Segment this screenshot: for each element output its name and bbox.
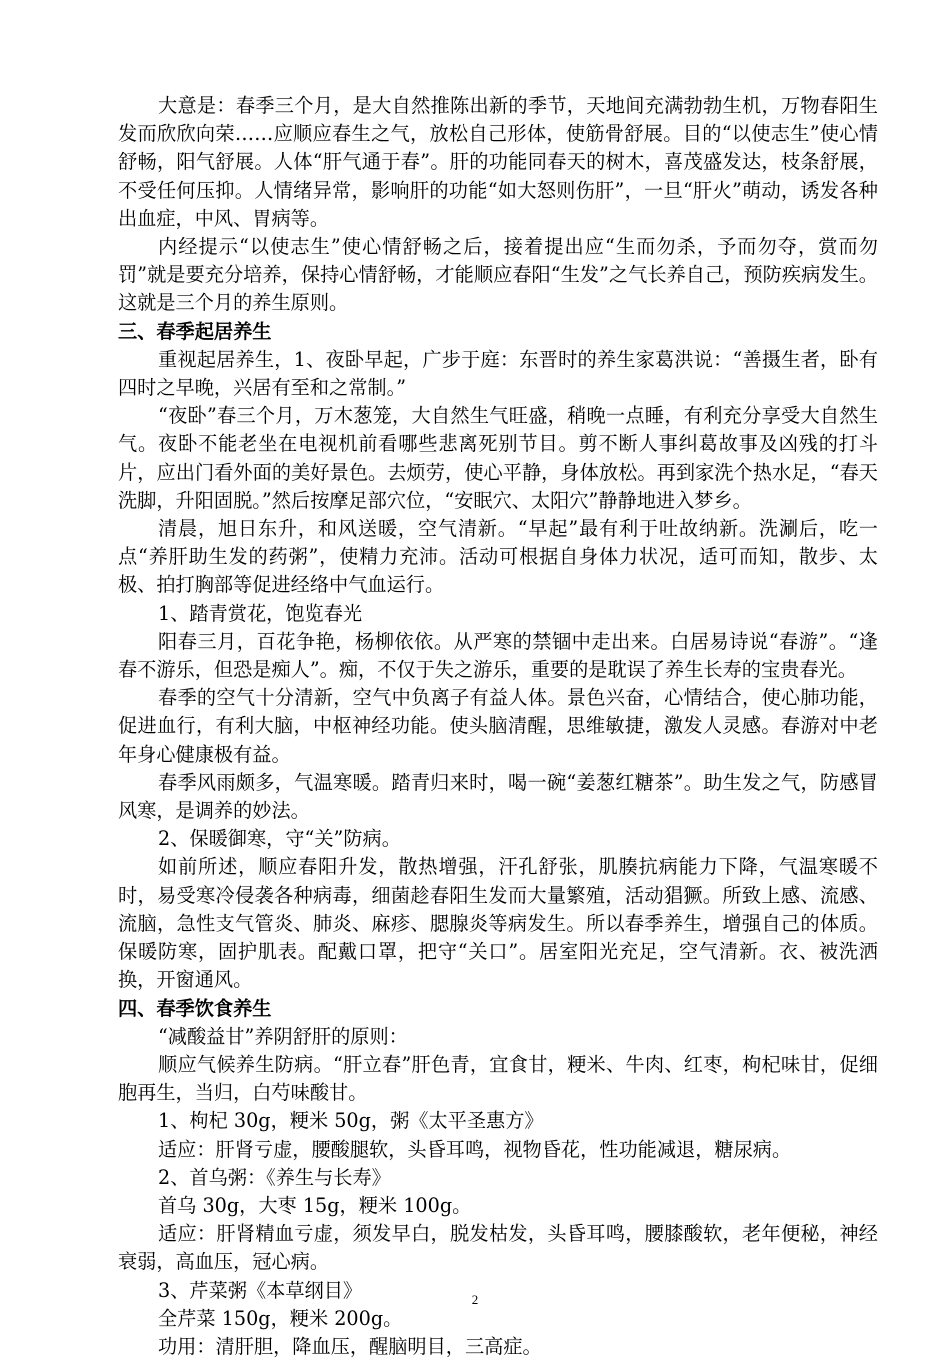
paragraph: 内经提示“以使志生”使心情舒畅之后，接着提出应“生而勿杀，予而勿夺，赏而勿罚”就是要充分培养，保持心情舒畅，才能顺应春阳“生发”之气长养自己，预防疾病发生。这就是三个月的养生原则。 — [118, 235, 878, 315]
paragraph: 适应：肝肾亏虚，腰酸腿软，头昏耳鸣，视物昏花，性功能减退，糖尿病。 — [158, 1137, 792, 1161]
subheading: 2、保暖御寒，守“关”防病。 — [158, 827, 401, 851]
recipe-title: 2、首乌粥：《养生与长寿》 — [158, 1165, 391, 1189]
paragraph: “夜卧”春三个月，万木葱笼，大自然生气旺盛，稍晚一点睡，有利充分享受大自然生气。夜卧不能老坐在电视机前看哪些悲离死别节目。剪不断人事纠葛故事及凶残的打斗片，应出门看外面的美好景色。去烦劳，使心平静，身体放松。再到家洗个热水足，“春天洗脚，升阳固脱。”然后按摩足部穴位，“安眠穴、太阳穴”静静地进入梦乡。 — [118, 404, 878, 512]
recipe-title: 3、芹菜粥《本草纲目》 — [158, 1278, 363, 1302]
paragraph: 春季的空气十分清新，空气中负离子有益人体。景色兴奋，心情结合，使心肺功能，促进血行，有利大脑，中枢神经功能。使头脑清醒，思维敏捷，激发人灵感。春游对中老年身心健康极有益。 — [118, 686, 878, 766]
paragraph: 如前所述，顺应春阳升发，散热增强，汗孔舒张，肌腠抗病能力下降，气温寒暖不时，易受寒冷侵袭各种病毒，细菌趁春阳生发而大量繁殖，活动猖獗。所致上感、流感、流脑，急性支气管炎、肺炎、麻疹、腮腺炎等病发生。所以春季养生，增强自己的体质。保暖防寒，固护肌表。配戴口罩，把守“关口”。居室阳光充足，空气清新。衣、被洗洒换，开窗通风。 — [118, 855, 878, 992]
paragraph: 全芹菜 150g，粳米 200g。 — [158, 1306, 403, 1330]
paragraph: 顺应气候养生防病。“肝立春”肝色青，宜食甘，粳米、牛肉、红枣，枸杞味甘，促细胞再生，当归，白芍味酸甘。 — [118, 1052, 878, 1105]
paragraph: “减酸益甘”养阴舒肝的原则： — [158, 1024, 408, 1048]
recipe-title: 1、枸杞 30g，粳米 50g，粥《太平圣惠方》 — [158, 1109, 544, 1133]
section-heading: 三、春季起居养生 — [118, 319, 272, 343]
document-body — [118, 92, 878, 1361]
paragraph: 清晨，旭日东升，和风送暖，空气清新。“早起”最有利于吐故纳新。洗涮后，吃一点“养肝助生发的药粥”，使精力充沛。活动可根据自身体力状况，适可而知，散步、太极、拍打胸部等促进经络中气血运行。 — [118, 517, 878, 597]
paragraph: 功用：清肝胆，降血压，醒脑明目，三高症。 — [158, 1334, 542, 1358]
paragraph: 阳春三月，百花争艳，杨柳依依。从严寒的禁锢中走出来。白居易诗说“春游”。“逢春不游乐，但恐是痴人”。痴，不仅于失之游乐，重要的是耽误了养生长寿的宝贵春光。 — [118, 629, 878, 682]
section-heading: 四、春季饮食养生 — [118, 996, 272, 1020]
paragraph: 适应：肝肾精血亏虚，须发早白，脱发枯发，头昏耳鸣，腰膝酸软，老年便秘，神经衰弱，高血压，冠心病。 — [118, 1222, 878, 1274]
paragraph: 首乌 30g，大枣 15g，粳米 100g。 — [158, 1193, 472, 1217]
paragraph: 重视起居养生，1、夜卧早起，广步于庭：东晋时的养生家葛洪说：“善摄生者，卧有四时之早晚，兴居有至和之常制。” — [118, 347, 878, 400]
subheading: 1、踏青赏花，饱览春光 — [158, 601, 363, 625]
paragraph: 大意是：春季三个月，是大自然推陈出新的季节，天地间充满勃勃生机，万物春阳生发而欣欣向荣……应顺应春生之气，放松自己形体，使筋骨舒展。目的“以使志生”使心情舒畅，阳气舒展。人体“肝气通于春”。肝的功能同春天的树木，喜茂盛发达，枝条舒展，不受任何压抑。人情绪异常，影响肝的功能“如大怒则伤肝”，一旦“肝火”萌动，诱发各种出血症，中风、胃病等。 — [118, 94, 878, 230]
paragraph: 春季风雨颇多，气温寒暖。踏青归来时，喝一碗“姜葱红糖茶”。助生发之气，防感冒风寒，是调养的妙法。 — [118, 770, 878, 823]
page-number: 2 — [471, 1292, 479, 1307]
